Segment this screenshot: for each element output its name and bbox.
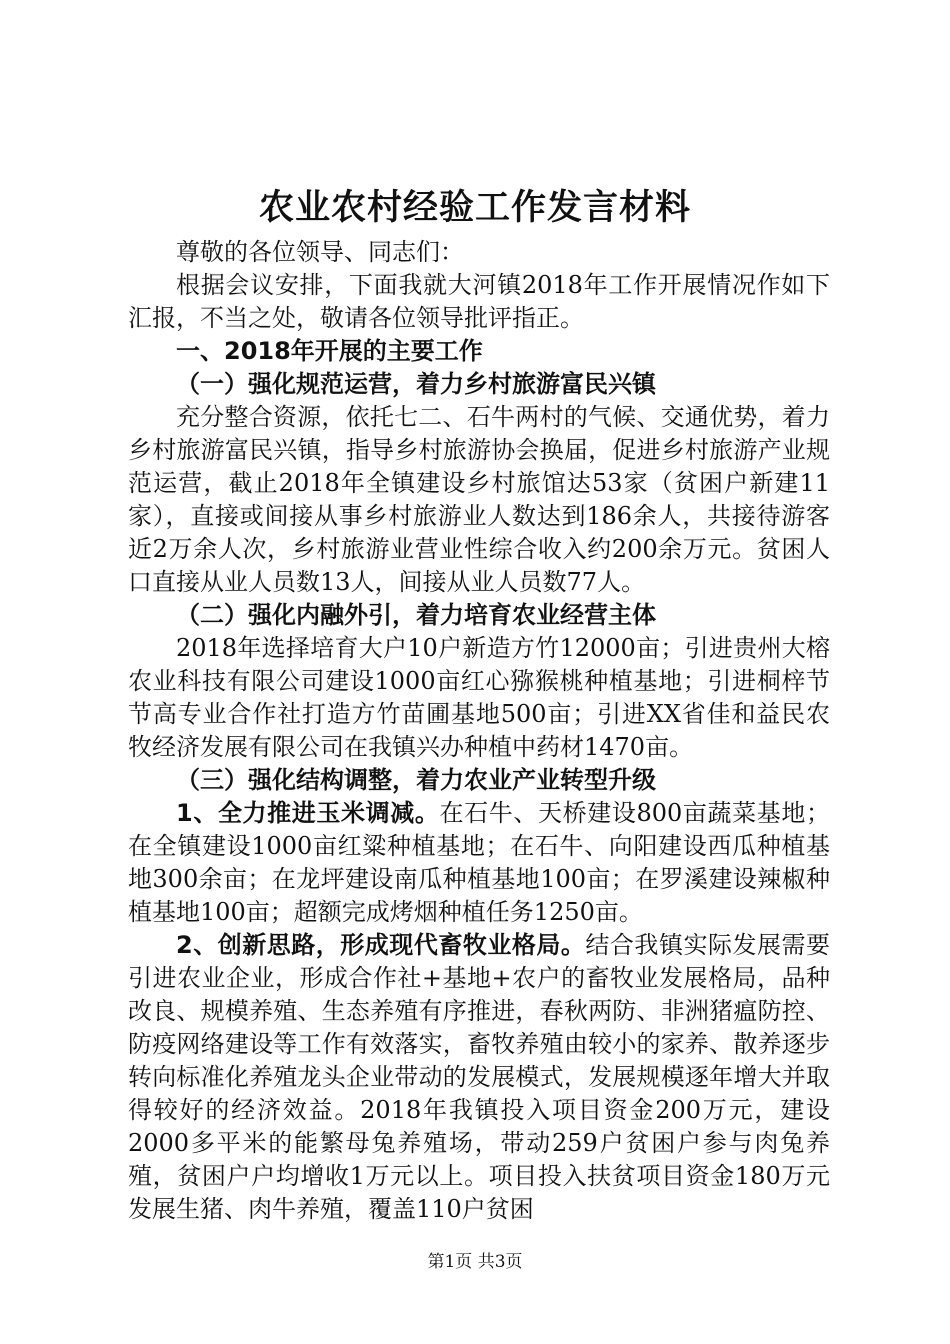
document-body [128, 236, 830, 1226]
subsection-paragraph-1: 充分整合资源，依托七二、石牛两村的气候、交通优势，着力乡村旅游富民兴镇，指导乡村旅游协会换届，促进乡村旅游产业规范运营，截止2018年全镇建设乡村旅馆达53家（贫困户新建11家），直接或间接从事乡村旅游业人数达到186余人，共接待游客近2万余人次，乡村旅游业营业性综合收入约200余万元。贫困人口直接从业人员数13人，间接从业人员数77人。 [128, 403, 830, 596]
subsection-heading-2: （二）强化内融外引，着力培育农业经营主体 [176, 601, 656, 629]
section-heading: 一、2018年开展的主要工作 [176, 337, 483, 365]
page-number-footer: 第1页 共3页 [427, 1252, 523, 1272]
item-lead-1: 1、全力推进玉米调减。 [176, 799, 440, 827]
item-text-2: 结合我镇实际发展需要引进农业企业，形成合作社+基地+农户的畜牧业发展格局，品种改良、规模养殖、生态养殖有序推进，春秋两防、非洲猪瘟防控、防疫网络建设等工作有效落实，畜牧养殖由较小的家养、散养逐步转向标准化养殖龙头企业带动的发展模式，发展规模逐年增大并取得较好的经济效益。2018年我镇投入项目资金200万元，建设2000多平米的能繁母兔养殖场，带动259户贫困户参与肉兔养殖，贫困户户均增收1万元以上。项目投入扶贫项目资金180万元发展生猪、肉牛养殖，覆盖110户贫困 [128, 931, 831, 1223]
item-paragraph-2 [128, 929, 830, 1226]
document-title: 农业农村经验工作发言材料 [258, 188, 691, 228]
item-paragraph-1 [128, 797, 830, 929]
salutation: 尊敬的各位领导、同志们： [176, 238, 464, 266]
intro-paragraph: 根据会议安排，下面我就大河镇2018年工作开展情况作如下汇报，不当之处，敬请各位领导批评指正。 [128, 271, 830, 332]
item-lead-2: 2、创新思路，形成现代畜牧业格局。 [176, 931, 586, 959]
subsection-heading-3: （三）强化结构调整，着力农业产业转型升级 [176, 766, 656, 794]
item-text-1: 在石牛、天桥建设800亩蔬菜基地；在全镇建设1000亩红粱种植基地；在石牛、向阳建设西瓜种植基地300余亩；在龙坪建设南瓜种植基地100亩；在罗溪建设辣椒种植基地100亩；超额完成烤烟种植任务1250亩。 [128, 799, 830, 926]
subsection-paragraph-2: 2018年选择培育大户10户新造方竹12000亩；引进贵州大榕农业科技有限公司建设1000亩红心猕猴桃种植基地；引进桐梓节节高专业合作社打造方竹苗圃基地500亩；引进XX省佳和益民农牧经济发展有限公司在我镇兴办种植中药材1470亩。 [128, 634, 830, 761]
subsection-heading-1: （一）强化规范运营，着力乡村旅游富民兴镇 [176, 370, 656, 398]
